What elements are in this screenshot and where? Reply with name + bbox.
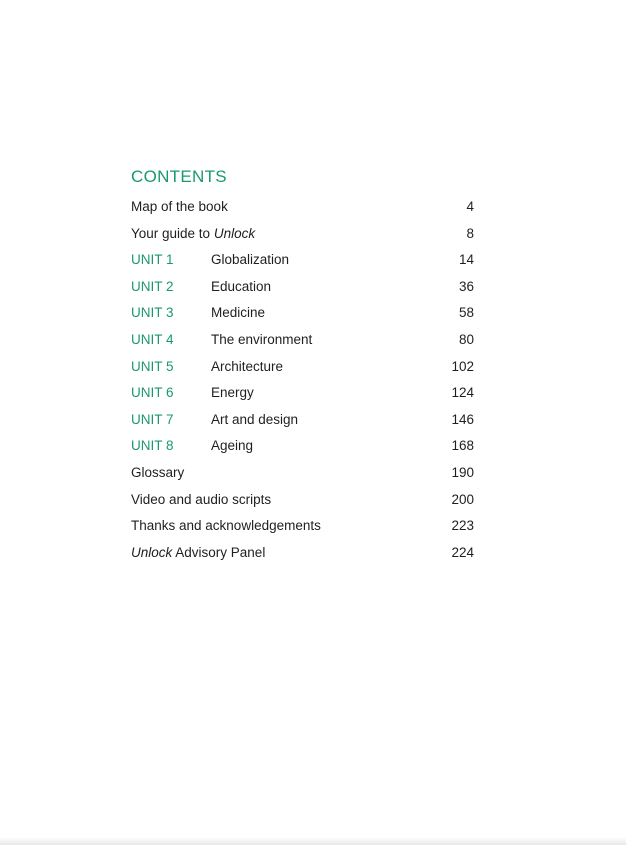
toc-unit-label: UNIT 8 (131, 438, 174, 454)
toc-title-suffix: Advisory Panel (172, 544, 266, 560)
toc-unit-label: UNIT 5 (131, 358, 174, 374)
toc-item-advisory-panel[interactable] (131, 540, 476, 567)
toc-item-page: 36 (458, 278, 474, 294)
toc-item-unit-3[interactable] (131, 300, 476, 327)
toc-item-page: 190 (451, 464, 474, 480)
toc-item-page: 124 (451, 385, 474, 401)
toc-unit-label: UNIT 2 (131, 278, 174, 294)
toc-item-title: Medicine (211, 305, 266, 321)
toc-item-title: Video and audio scripts (131, 491, 272, 507)
toc-title-italic: Unlock (213, 225, 256, 241)
toc-item-thanks-acknowledgements[interactable] (131, 513, 476, 540)
toc-unit-label: UNIT 7 (131, 411, 174, 427)
toc-item-title: Glossary (131, 464, 185, 480)
contents-heading: CONTENTS (131, 167, 227, 186)
toc-list (131, 194, 476, 566)
toc-item-page: 14 (458, 252, 474, 268)
toc-unit-label: UNIT 6 (131, 385, 174, 401)
toc-item-map-of-the-book[interactable] (131, 194, 476, 221)
toc-unit-label: UNIT 3 (131, 305, 174, 321)
toc-item-title: Education (211, 278, 272, 294)
toc-item-title: Energy (211, 385, 254, 401)
toc-item-your-guide[interactable] (131, 221, 476, 248)
toc-item-title (131, 221, 255, 248)
toc-item-page: 146 (451, 411, 474, 427)
table-of-contents (131, 165, 476, 566)
toc-item-unit-1[interactable] (131, 247, 476, 274)
toc-item-unit-4[interactable] (131, 327, 476, 354)
toc-item-title: Map of the book (131, 199, 228, 214)
toc-title-prefix: Your guide to (131, 225, 214, 241)
toc-title-italic: Unlock (131, 544, 173, 560)
toc-item-page: 224 (451, 544, 474, 560)
toc-item-title (131, 540, 265, 567)
toc-item-title: Art and design (211, 411, 299, 427)
toc-item-page: 168 (451, 438, 474, 454)
toc-item-page: 200 (451, 491, 474, 507)
toc-item-unit-5[interactable] (131, 354, 476, 381)
toc-item-unit-8[interactable] (131, 433, 476, 460)
toc-item-unit-2[interactable] (131, 274, 476, 301)
toc-item-unit-6[interactable] (131, 380, 476, 407)
viewer-bottom-edge (0, 837, 626, 845)
toc-item-page: 80 (458, 331, 474, 347)
toc-item-title: Globalization (211, 252, 290, 268)
toc-unit-label: UNIT 4 (131, 331, 174, 347)
toc-unit-label: UNIT 1 (131, 252, 174, 268)
toc-item-title: Thanks and acknowledgements (131, 518, 321, 534)
toc-item-title: Ageing (211, 438, 254, 454)
toc-item-page: 102 (451, 358, 474, 374)
toc-item-video-audio-scripts[interactable] (131, 487, 476, 514)
toc-item-page: 58 (458, 305, 474, 321)
toc-item-unit-7[interactable] (131, 407, 476, 434)
toc-item-page: 8 (466, 225, 474, 241)
toc-item-glossary[interactable] (131, 460, 476, 487)
toc-item-title: Architecture (211, 358, 284, 374)
toc-item-title: The environment (211, 331, 313, 347)
toc-item-page: 223 (451, 518, 474, 534)
toc-item-page: 4 (466, 199, 474, 214)
